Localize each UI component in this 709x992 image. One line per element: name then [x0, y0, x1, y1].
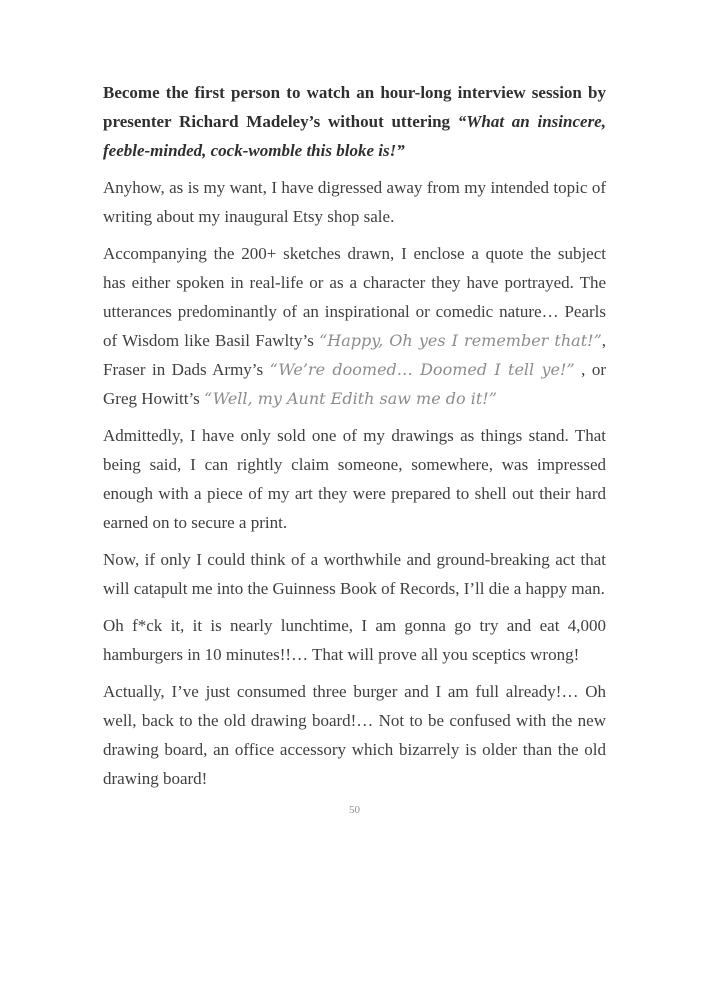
text-run-regular: Now, if only I could think of a worthwhile and ground-breaking act that will catapult me into the Guinness Book of Records, I’ll die a happy man. [103, 550, 606, 598]
page-number: 50 [349, 804, 360, 816]
text-run-regular: , or Greg Howitt’s [103, 360, 606, 408]
paragraph [103, 239, 606, 413]
text-run-bold-italic: “What an insincere, feeble-minded, cock-womble this bloke is!” [103, 112, 606, 160]
text-run-regular: Admittedly, I have only sold one of my drawings as things stand. That being said, I can rightly claim someone, somewhere, was impressed enough with a piece of my art they were prepared to shell out their hard earned on to secure a print. [103, 426, 606, 532]
text-run-regular: , Fraser in Dads Army’s [103, 331, 606, 379]
text-run-regular: Actually, I’ve just consumed three burger and I am full already!… Oh well, back to the old drawing board!… Not to be confused with the new drawing board, an office accessory which bizarrely is older than the old drawing board! [103, 682, 606, 788]
text-run-quote-italic: “We’re doomed… Doomed I tell ye!” [269, 360, 575, 379]
paragraph [103, 173, 606, 231]
page-body [103, 78, 606, 801]
text-run-quote-italic: “Well, my Aunt Edith saw me do it!” [204, 389, 497, 408]
paragraph [103, 677, 606, 793]
paragraph [103, 78, 606, 165]
paragraph [103, 421, 606, 537]
text-run-bold: Become the first person to watch an hour-long interview session by presenter Richard Madeley’s without uttering [103, 83, 606, 131]
text-run-regular: Accompanying the 200+ sketches drawn, I enclose a quote the subject has either spoken in real-life or as a character they have portrayed. The utterances predominantly of an inspirational or comedic nature… Pearls of Wisdom like Basil Fawlty’s [103, 244, 606, 350]
text-run-quote-italic: “Happy, Oh yes I remember that!” [319, 331, 602, 350]
text-run-regular: Oh f*ck it, it is nearly lunchtime, I am gonna go try and eat 4,000 hamburgers in 10 minutes!!… That will prove all you sceptics wrong! [103, 616, 606, 664]
paragraph [103, 545, 606, 603]
paragraph [103, 611, 606, 669]
text-run-regular: Anyhow, as is my want, I have digressed away from my intended topic of writing about my inaugural Etsy shop sale. [103, 178, 606, 226]
